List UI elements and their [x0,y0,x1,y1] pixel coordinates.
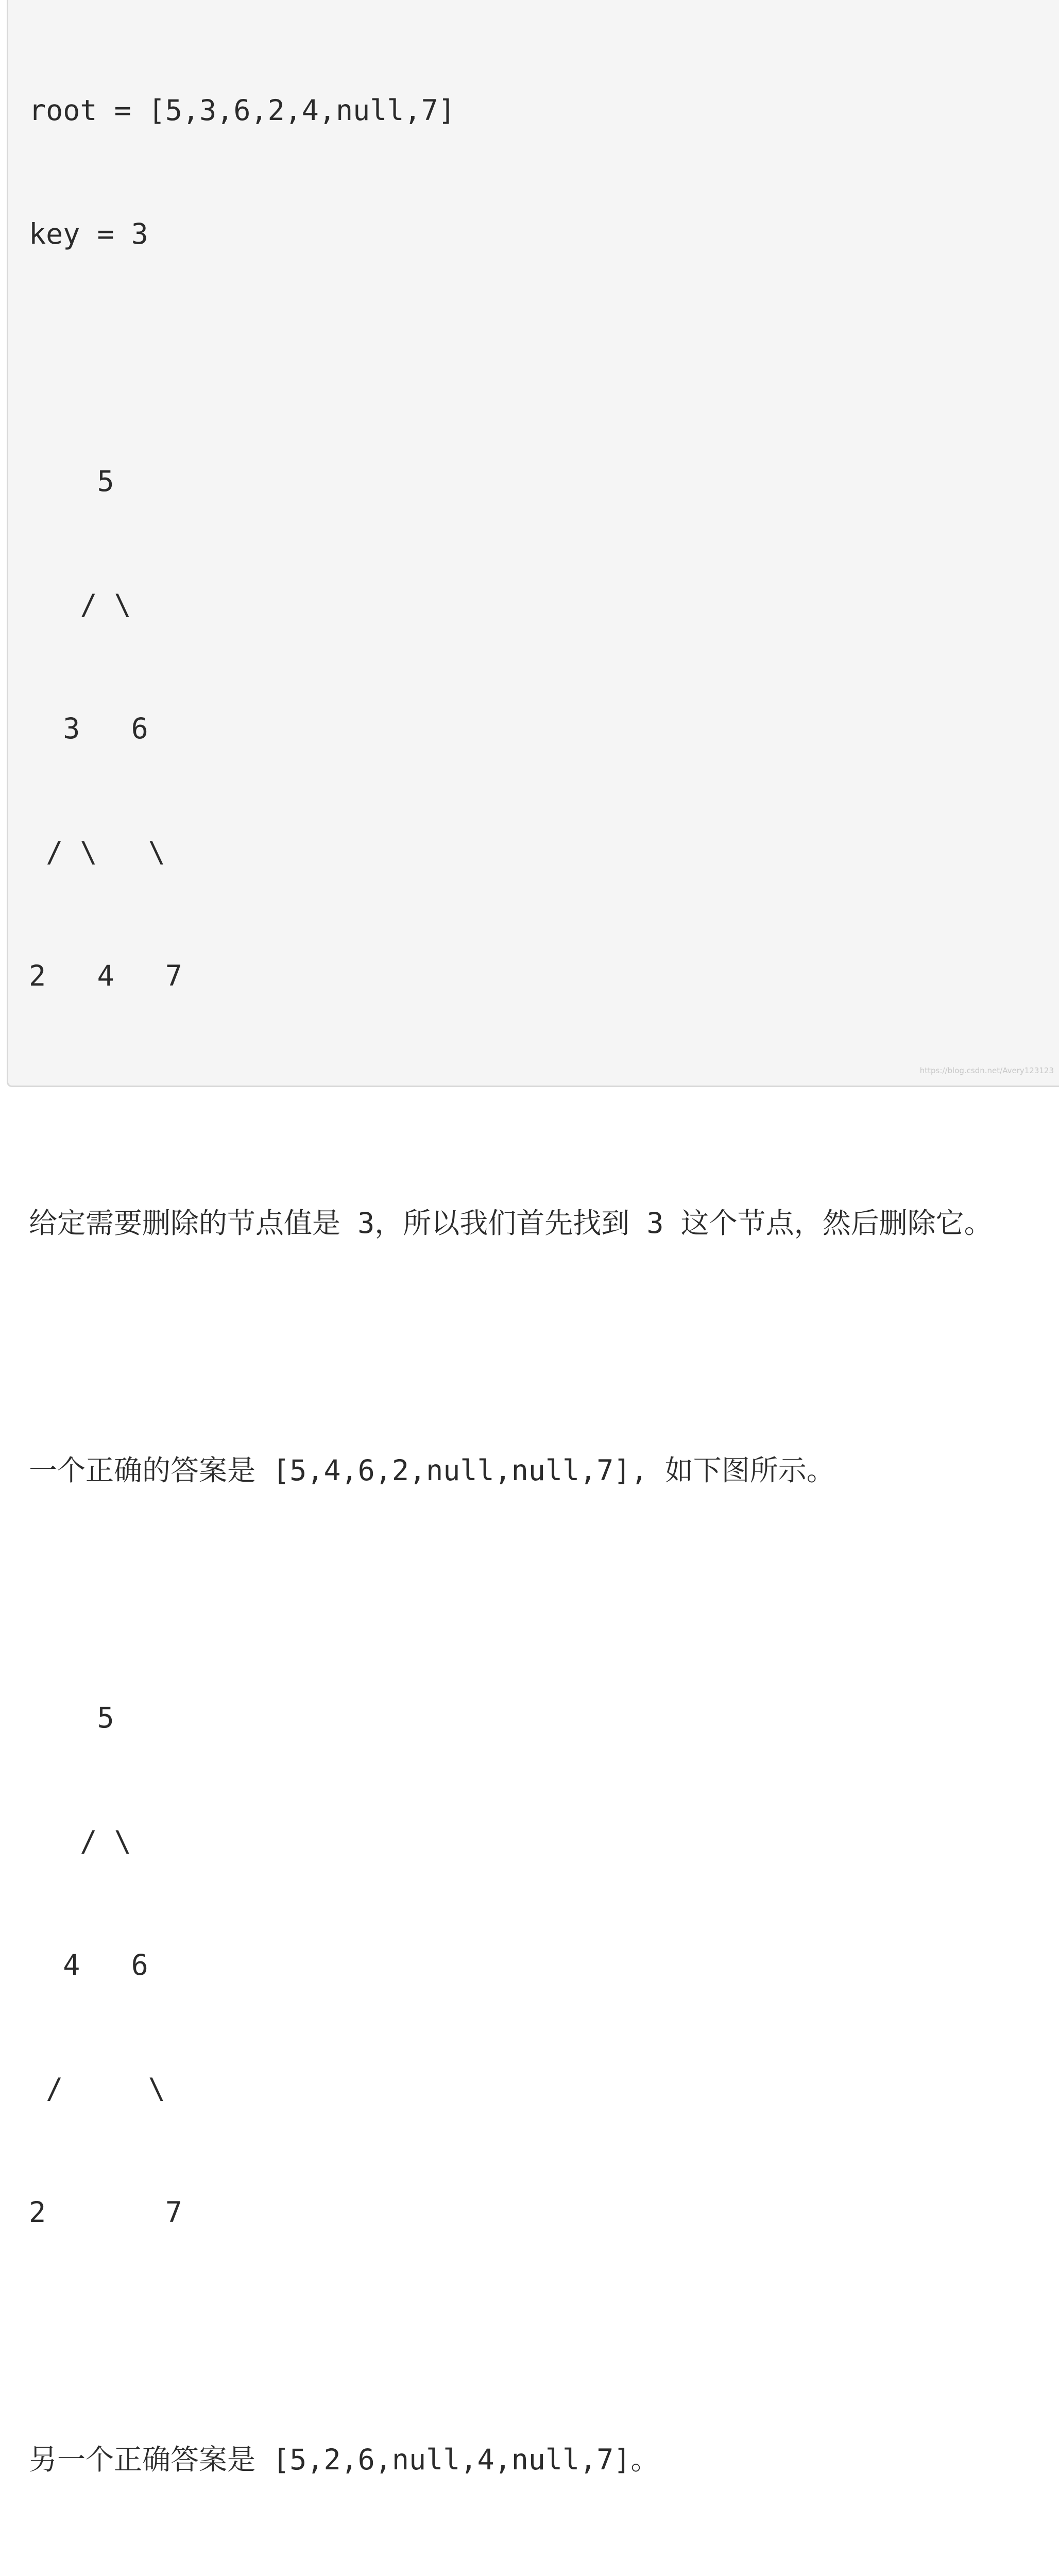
code-line: 5 [29,1701,114,1734]
code-line: root = [5,3,6,2,4,null,7] [29,94,455,127]
code-line: key = 3 [29,217,148,250]
code-line: 另一个正确答案是 [5,2,6,null,4,null,7]。 [29,2443,659,2476]
code-line: 一个正确的答案是 [5,4,6,2,null,null,7], 如下图所示。 [29,1454,835,1487]
code-line [29,1079,993,1120]
code-block [7,0,1059,2476]
code-content [29,7,993,2576]
watermark: https://blog.csdn.net/Avery123123 [919,1066,1054,1075]
code-line: 2 4 7 [29,959,183,992]
code-line: / \ [29,1825,131,1858]
code-line [29,1573,993,1615]
code-line: 2 7 [29,2196,183,2229]
code-line [29,2563,993,2576]
code-line [29,2315,993,2357]
code-line: / \ \ [29,836,165,869]
code-line [29,1326,993,1367]
code-line [29,337,993,378]
code-line: 4 6 [29,1948,148,1981]
code-line: / \ [29,2072,165,2105]
code-line: / \ [29,588,131,621]
code-line: 5 [29,465,114,498]
code-line: 3 6 [29,712,148,745]
code-line: 给定需要删除的节点值是 3，所以我们首先找到 3 这个节点，然后删除它。 [29,1207,993,1240]
